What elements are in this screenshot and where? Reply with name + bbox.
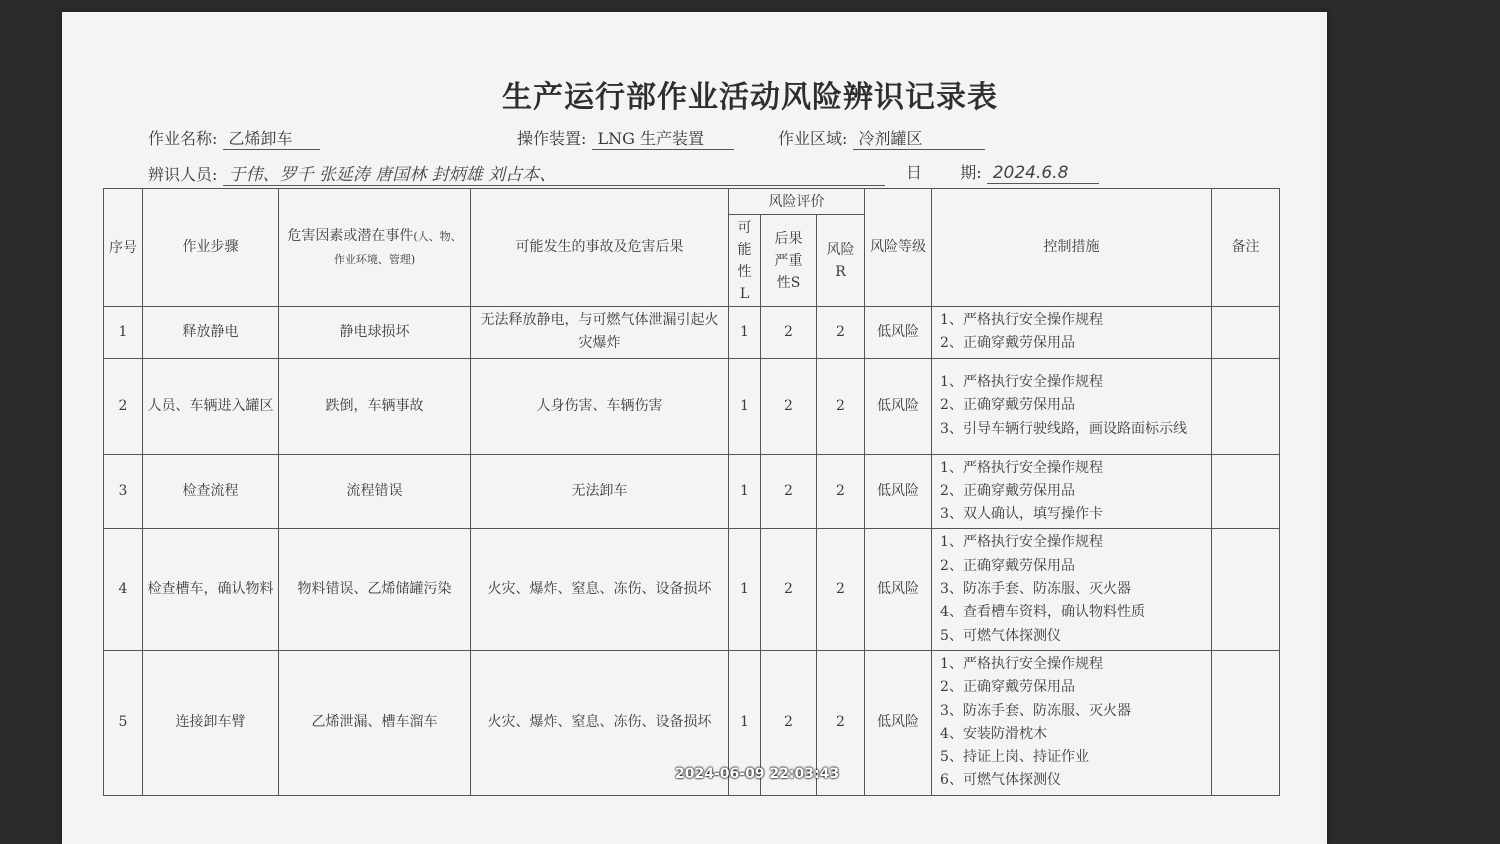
cell-r: 2 — [817, 529, 865, 650]
date-value: 2024.6.8 — [987, 163, 1099, 184]
cell-r: 2 — [817, 358, 865, 454]
measure-line: 3、引导车辆行驶线路，画设路面标示线 — [940, 420, 1187, 437]
header-s: 后果严重性S — [761, 215, 817, 307]
table-row — [104, 358, 1280, 454]
area-value: 冷剂罐区 — [853, 126, 985, 150]
cell-hazard: 乙烯泄漏、槽车溜车 — [279, 650, 471, 795]
cell-consequence: 无法卸车 — [471, 454, 729, 529]
cell-step: 连接卸车臂 — [143, 650, 279, 795]
measure-line: 4、查看槽车资料，确认物料性质 — [940, 604, 1145, 621]
cell-remark — [1212, 650, 1280, 795]
page-title: 生产运行部作业活动风险辨识记录表 — [502, 80, 998, 115]
measure-line: 1、严格执行安全操作规程 — [940, 655, 1103, 672]
measure-line: 3、双人确认，填写操作卡 — [940, 506, 1103, 523]
cell-measures — [932, 454, 1212, 529]
cell-remark — [1212, 529, 1280, 650]
measure-line: 2、正确穿戴劳保用品 — [940, 335, 1075, 352]
cell-measures — [932, 529, 1212, 650]
people-value: 于伟、罗千 张延涛 唐国林 封炳雄 刘占本、 — [223, 160, 885, 186]
cell-l: 1 — [729, 307, 761, 359]
people-field — [148, 160, 885, 186]
header-remark: 备注 — [1212, 189, 1280, 307]
date-field — [906, 160, 1099, 184]
measure-line: 2、正确穿戴劳保用品 — [940, 397, 1075, 414]
cell-measures — [932, 358, 1212, 454]
cell-no: 4 — [104, 529, 143, 650]
device-field — [517, 126, 734, 150]
cell-s: 2 — [761, 454, 817, 529]
job-name-label: 作业名称: — [148, 129, 218, 148]
job-name-field — [148, 126, 320, 150]
cell-level: 低风险 — [865, 529, 932, 650]
cell-step: 检查流程 — [143, 454, 279, 529]
measure-line: 2、正确穿戴劳保用品 — [940, 482, 1075, 499]
cell-hazard: 静电球损坏 — [279, 307, 471, 359]
device-value: LNG 生产装置 — [592, 126, 734, 150]
cell-hazard: 流程错误 — [279, 454, 471, 529]
measure-line: 5、持证上岗、持证作业 — [940, 749, 1089, 766]
measure-line: 1、严格执行安全操作规程 — [940, 312, 1103, 328]
header-l: 可能性L — [729, 215, 761, 307]
header-consequence: 可能发生的事故及危害后果 — [471, 189, 729, 307]
header-hazard — [279, 189, 471, 307]
cell-measures — [932, 307, 1212, 359]
cell-step: 释放静电 — [143, 307, 279, 359]
cell-no: 1 — [104, 307, 143, 359]
header-level: 风险等级 — [865, 189, 932, 307]
header-hazard-note: (人、物、作业环境、管理) — [333, 229, 462, 266]
risk-table — [103, 188, 1280, 796]
photo-timestamp: 2024-06-09 22:03:43 — [675, 766, 840, 782]
cell-step: 检查槽车，确认物料 — [143, 529, 279, 650]
date-label-1: 日 — [906, 163, 923, 182]
device-label: 操作装置: — [517, 129, 587, 148]
header-eval: 风险评价 — [729, 189, 865, 215]
measure-line: 2、正确穿戴劳保用品 — [940, 557, 1075, 574]
measure-line: 1、严格执行安全操作规程 — [940, 534, 1103, 551]
cell-l: 1 — [729, 454, 761, 529]
cell-l: 1 — [729, 529, 761, 650]
cell-no: 3 — [104, 454, 143, 529]
cell-l: 1 — [729, 358, 761, 454]
cell-r: 2 — [817, 454, 865, 529]
header-step: 作业步骤 — [143, 189, 279, 307]
cell-remark — [1212, 307, 1280, 359]
cell-no: 2 — [104, 358, 143, 454]
cell-s: 2 — [761, 529, 817, 650]
cell-hazard: 跌倒，车辆事故 — [279, 358, 471, 454]
table-row — [104, 307, 1280, 359]
cell-r: 2 — [817, 307, 865, 359]
cell-s: 2 — [761, 307, 817, 359]
cell-no: 5 — [104, 650, 143, 795]
table-row — [104, 454, 1280, 529]
measure-line: 3、防冻手套、防冻服、灭火器 — [940, 702, 1131, 719]
date-label-2: 期: — [960, 163, 982, 182]
measure-line: 3、防冻手套、防冻服、灭火器 — [940, 581, 1131, 598]
cell-level: 低风险 — [865, 454, 932, 529]
cell-s: 2 — [761, 650, 817, 795]
header-hazard-text: 危害因素或潜在事件 — [287, 227, 414, 244]
cell-r: 2 — [817, 650, 865, 795]
measure-line: 4、安装防滑枕木 — [940, 725, 1047, 742]
measure-line: 2、正确穿戴劳保用品 — [940, 679, 1075, 696]
cell-l: 1 — [729, 650, 761, 795]
table-row — [104, 529, 1280, 650]
cell-level: 低风险 — [865, 650, 932, 795]
measure-line: 6、可燃气体探测仪 — [940, 772, 1061, 789]
header-measures: 控制措施 — [932, 189, 1212, 307]
cell-step: 人员、车辆进入罐区 — [143, 358, 279, 454]
cell-measures — [932, 650, 1212, 795]
cell-consequence: 火灾、爆炸、窒息、冻伤、设备损坏 — [471, 529, 729, 650]
area-label: 作业区域: — [778, 129, 848, 148]
cell-level: 低风险 — [865, 307, 932, 359]
cell-consequence: 火灾、爆炸、窒息、冻伤、设备损坏 — [471, 650, 729, 795]
cell-s: 2 — [761, 358, 817, 454]
header-no: 序号 — [104, 189, 143, 307]
people-label: 辨识人员: — [148, 165, 218, 184]
cell-consequence: 无法释放静电，与可燃气体泄漏引起火灾爆炸 — [471, 307, 729, 359]
cell-hazard: 物料错误、乙烯储罐污染 — [279, 529, 471, 650]
job-name-value: 乙烯卸车 — [223, 126, 320, 150]
measure-line: 5、可燃气体探测仪 — [940, 627, 1061, 644]
cell-consequence: 人身伤害、车辆伤害 — [471, 358, 729, 454]
area-field — [778, 126, 985, 150]
measure-line: 1、严格执行安全操作规程 — [940, 374, 1103, 391]
header-r: 风险R — [817, 215, 865, 307]
cell-remark — [1212, 454, 1280, 529]
measure-line: 1、严格执行安全操作规程 — [940, 459, 1103, 476]
cell-remark — [1212, 358, 1280, 454]
cell-level: 低风险 — [865, 358, 932, 454]
